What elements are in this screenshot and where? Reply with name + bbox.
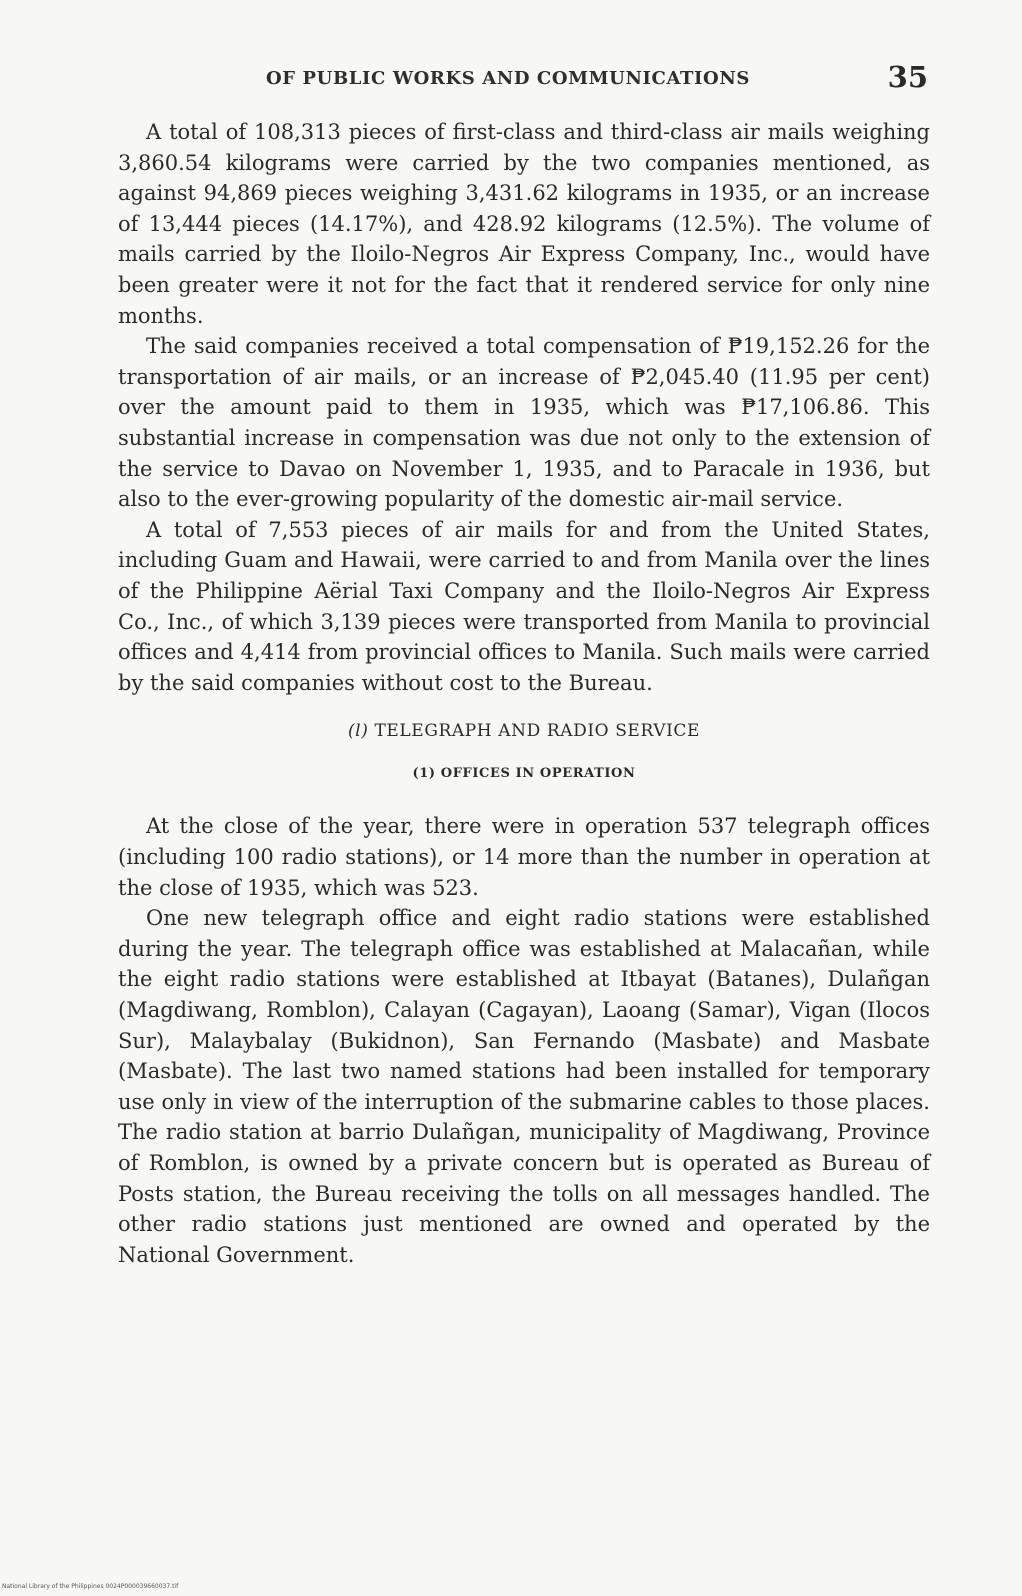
section-title: TELEGRAPH AND RADIO SERVICE	[374, 721, 701, 742]
section-heading	[118, 716, 930, 747]
paragraph: A total of 7,553 pieces of air mails for and from the United States, including Guam and Hawaii, were carried to and from Manila over the lines of the Philippine Aërial Taxi Company and the Iloilo-Negros Air Express Co., Inc., of which 3,139 pieces were transported from Manila to provincial offices and 4,414 from provincial offices to Manila. Such mails were carried by the said companies without cost to the Bureau.	[118, 517, 930, 695]
paragraph: A total of 108,313 pieces of first-class and third-class air mails weighing 3,860.54 kilograms were carried by the two companies mentioned, as against 94,869 pieces weighing 3,431.62 kilograms in 1935, or an increase of 13,444 pieces (14.17%), and 428.92 kilograms (12.5%). The volume of mails carried by the Iloilo-Negros Air Express Company, Inc., would have been greater were it not for the fact that it rendered service for only nine months.	[118, 120, 930, 328]
page-number: 35	[887, 60, 928, 94]
running-header	[118, 62, 928, 98]
paragraph: The said companies received a total compensation of ₱19,152.26 for the transportation of air mails, or an increase of ₱2,045.40 (11.95 per cent) over the amount paid to them in 1935, which was ₱17,106.86. This substantial increase in compensation was due not only to the extension of the service to Davao on November 1, 1935, and to Paracale in 1936, but also to the ever-growing popularity of the domestic air-mail service.	[118, 334, 930, 512]
subsection-heading: (1) OFFICES IN OPERATION	[412, 765, 636, 781]
paragraph: One new telegraph office and eight radio stations were established during the year. The telegraph office was established at Malacañan, while the eight radio stations were established at Itbayat (Batanes), Dulañgan (Magdiwang, Romblon), Calayan (Cagayan), Laoang (Samar), Vigan (Ilocos Sur), Malaybalay (Bukidnon), San Fernando (Masbate) and Masbate (Masbate). The last two named stations had been installed for temporary use only in view of the interruption of the submarine cables to those places. The radio station at barrio Dulañgan, municipality of Magdiwang, Province of Romblon, is owned by a private concern but is operated as Bureau of Posts station, the Bureau receiving the tolls on all messages handled. The other radio stations just mentioned are owned and operated by the National Government.	[118, 906, 930, 1267]
paragraph: At the close of the year, there were in operation 537 telegraph offices (including 100 radio stations), or 14 more than the number in operation at the close of 1935, which was 523.	[118, 814, 930, 900]
body-text	[118, 117, 930, 1270]
running-title: OF PUBLIC WORKS AND COMMUNICATIONS	[266, 68, 750, 89]
archive-stamp: National Library of the Philippines 0024P000039660037.tif	[2, 1583, 179, 1590]
section-letter: (l)	[347, 721, 369, 742]
